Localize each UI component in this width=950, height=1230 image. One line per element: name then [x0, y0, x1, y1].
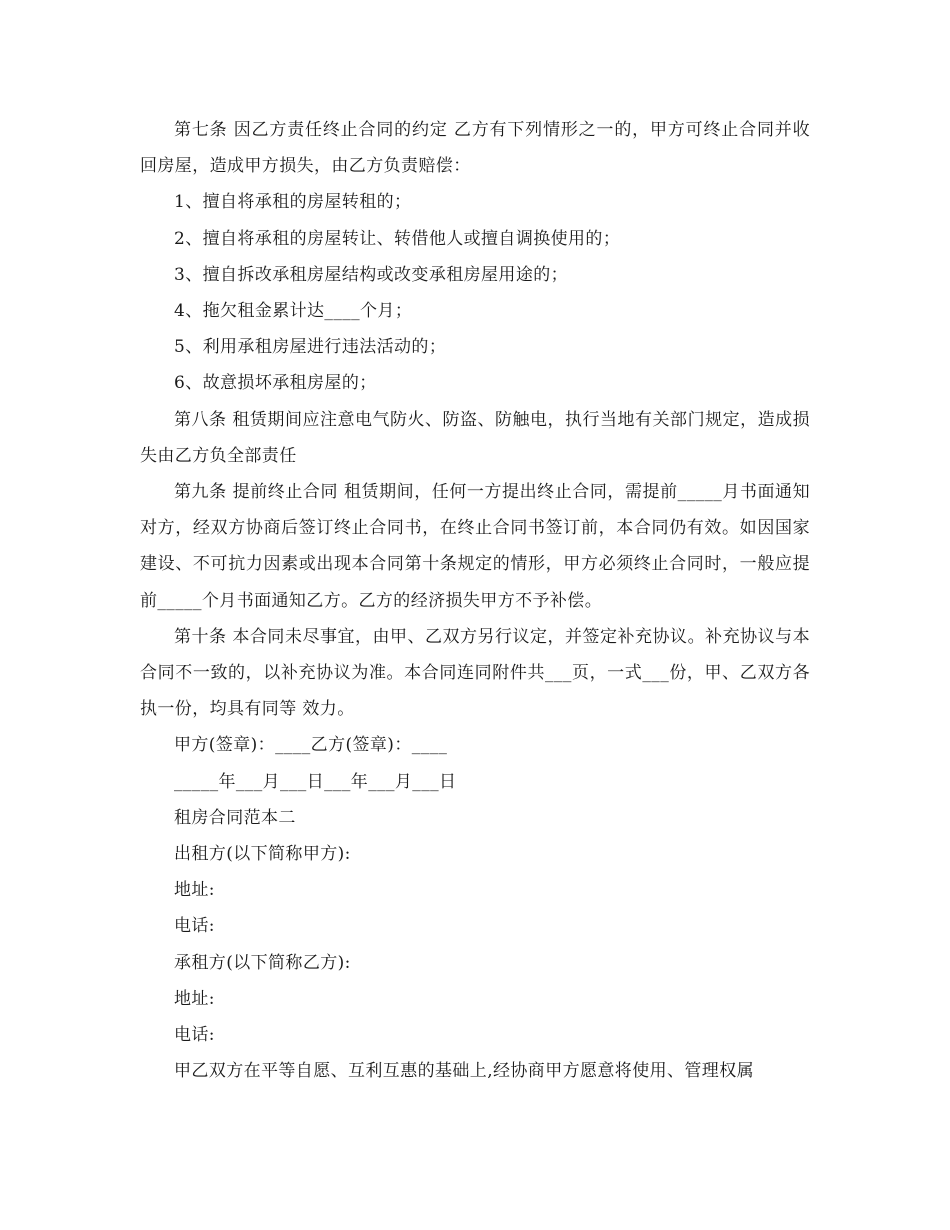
article-8-paragraph: 第八条 租赁期间应注意电气防火、防盗、防触电，执行当地有关部门规定，造成损失由乙方负全部责任 — [140, 409, 810, 466]
lessee-label: 承租方(以下简称乙方): — [174, 952, 351, 973]
list-item-5: 5、利用承租房屋进行违法活动的； — [174, 337, 447, 358]
list-item-6: 6、故意损坏承租房屋的； — [174, 373, 377, 394]
article-10-paragraph: 第十条 本合同未尽事宜，由甲、乙双方另行议定，并签定补充协议。补充协议与本合同不一致的，以补充协议为准。本合同连同附件共___页，一式___份，甲、乙双方各执一份，均具有同等 效力。 — [140, 626, 810, 720]
lessor-phone-label: 电话: — [174, 916, 215, 937]
lessee-phone-label: 电话: — [174, 1025, 215, 1046]
date-line: _____年___月___日___年___月___日 — [174, 771, 457, 792]
list-item-2: 2、擅自将承租的房屋转让、转借他人或擅自调换使用的； — [174, 228, 621, 249]
lessor-label: 出租方(以下简称甲方): — [174, 844, 351, 865]
lessee-address-label: 地址: — [174, 988, 215, 1009]
article-7-paragraph: 第七条 因乙方责任终止合同的约定 乙方有下列情形之一的，甲方可终止合同并收回房屋，造成甲方损失，由乙方负责赔偿： — [140, 120, 810, 177]
lessor-address-label: 地址: — [174, 880, 215, 901]
list-item-1: 1、擅自将承租的房屋转租的； — [174, 192, 412, 213]
agreement-intro-paragraph: 甲乙双方在平等自愿、互利互惠的基础上,经协商甲方愿意将使用、管理权属 — [174, 1061, 755, 1082]
article-9-paragraph: 第九条 提前终止合同 租赁期间，任何一方提出终止合同，需提前_____月书面通知对方，经双方协商后签订终止合同书，在终止合同书签订前，本合同仍有效。如因国家建设、不可抗力因素或出现本合同第十条规定的情形，甲方必须终止合同时，一般应提前_____个月书面通知乙方。乙方的经济损失甲方不予补偿。 — [140, 482, 810, 611]
list-item-3: 3、擅自拆改承租房屋结构或改变承租房屋用途的； — [174, 264, 569, 285]
signature-line: 甲方(签章)：____乙方(签章)：____ — [174, 735, 448, 756]
document-body — [140, 112, 810, 1089]
list-item-4: 4、拖欠租金累计达____个月； — [174, 301, 413, 322]
section-heading: 租房合同范本二 — [174, 807, 296, 828]
